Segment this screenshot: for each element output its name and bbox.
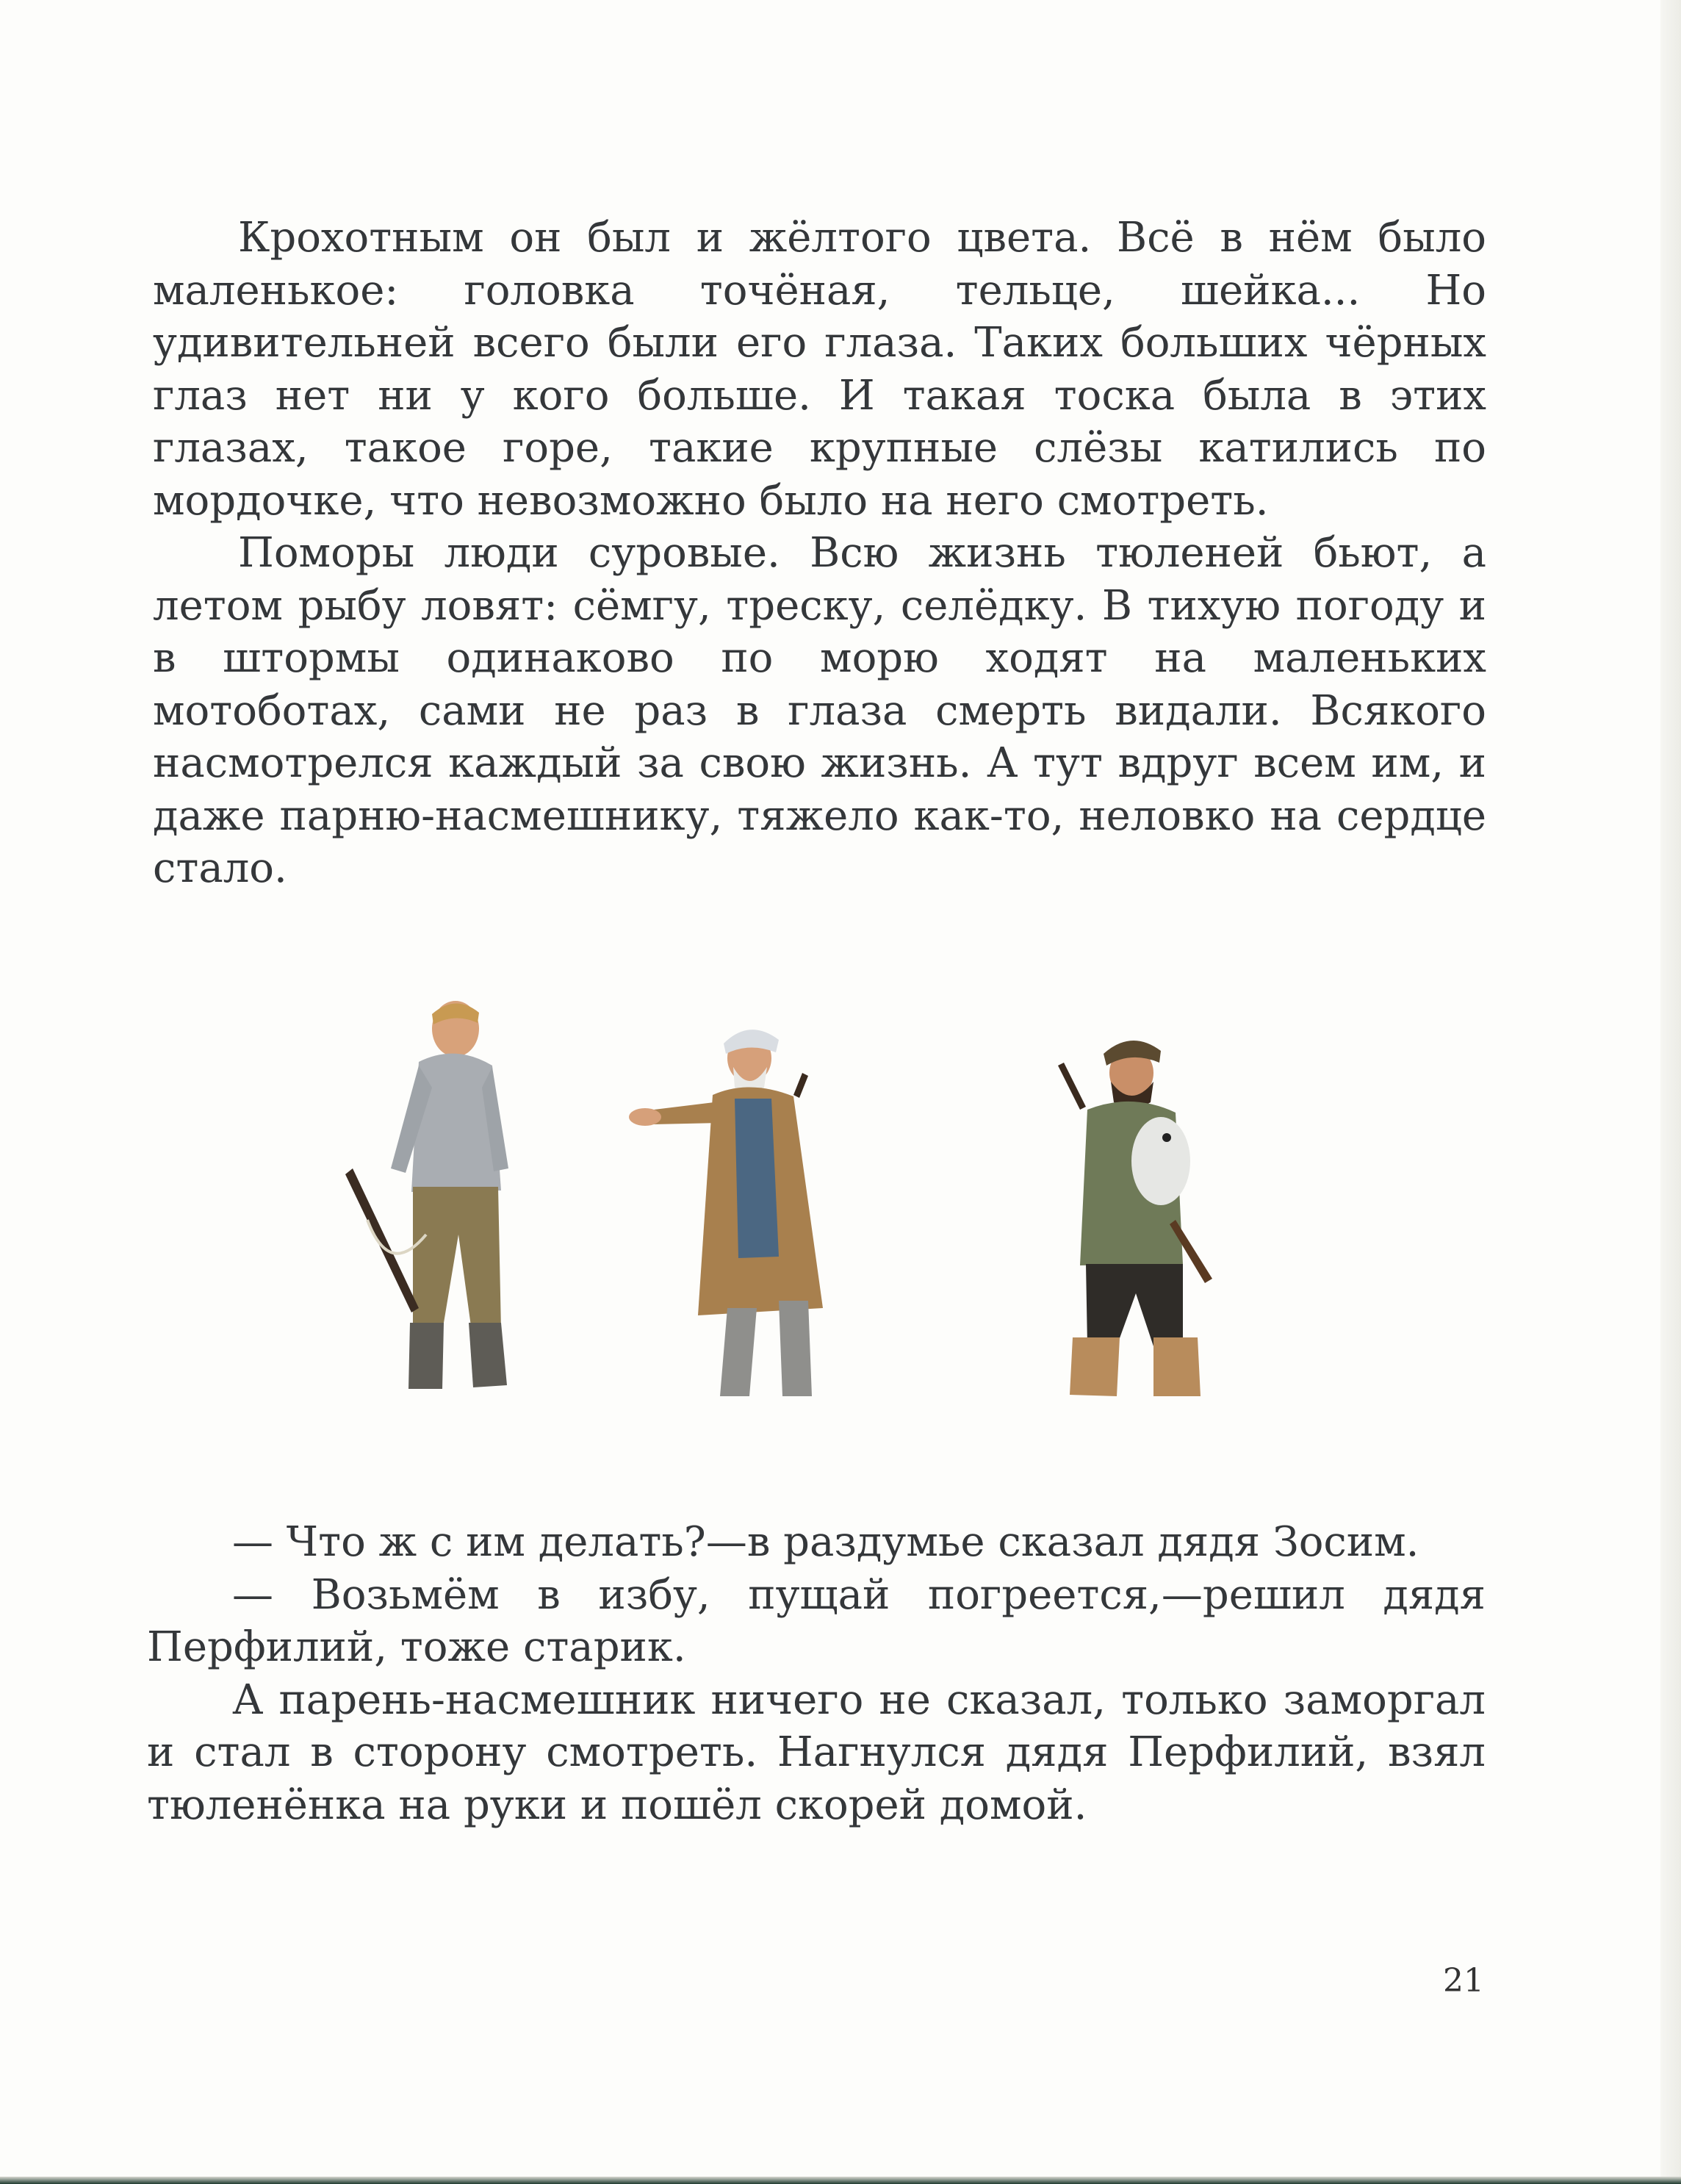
paragraph: Поморы люди суровые. Всю жизнь тюленей бьют, а летом рыбу ловят: сёмгу, треску, селёдку. В тихую погоду и в штормы одинаково по морю ходят на маленьких мотоботах, сами не раз в глаза смерть видали. Всякого насмотрелся каждый за свою жизнь. А тут вдруг всем им, и даже парню-насмешнику, тяжело как-то, неловко на сердце стало. — [153, 529, 1486, 892]
paragraph: — Возьмём в избу, пущай погреется,—решил дядя Перфилий, тоже старик. — [147, 1570, 1486, 1671]
paragraph: Крохотным он был и жёлтого цвета. Всё в нём было маленькое: головка точёная, тельце, шейка... Но удивительней всего были его глаза. Таких больших чёрных глаз нет ни у кого больше. И такая тоска была в этих глазах, такое горе, такие крупные слёзы катились по мордочке, что невозможно было на него смотреть. — [153, 214, 1486, 525]
paragraph: А парень-насмешник ничего не сказал, только заморгал и стал в сторону смотреть. Нагнулся дядя Перфилий, взял тюленёнка на руки и пошёл скорей домой. — [147, 1675, 1486, 1829]
paragraph: — Что ж с им делать?—в раздумье сказал дядя Зосим. — [232, 1518, 1419, 1566]
bottom-text-block — [147, 1516, 1486, 1831]
illustration-pomors — [309, 999, 1293, 1455]
figure-perfiliy-with-seal — [1058, 1041, 1212, 1396]
cover-edge — [0, 2177, 1681, 2184]
figure-old-man-zosim — [629, 1030, 823, 1396]
page-number: 21 — [1443, 1962, 1484, 2000]
top-text-block — [153, 212, 1486, 895]
figure-young-man — [345, 1001, 508, 1389]
page-edge — [1660, 0, 1681, 2184]
